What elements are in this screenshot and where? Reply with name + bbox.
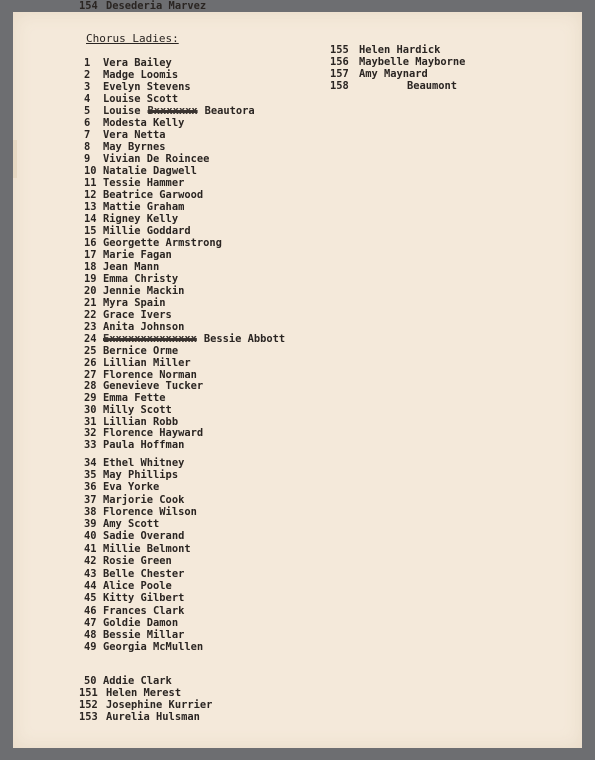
left-list-item [84, 439, 184, 452]
entry-number: 8 [84, 141, 91, 153]
entry-number: 39 [84, 518, 97, 530]
entry-name: Millie Goddard [103, 225, 191, 237]
entry-name: Vivian De Roincee [103, 153, 210, 165]
entry-name: May Phillips [103, 469, 179, 481]
entry-number: 5 [84, 105, 91, 117]
entry-name: Marie Fagan [103, 249, 172, 261]
entry-name: Addie Clark [103, 675, 172, 687]
entry-name: Beaumont [407, 80, 458, 92]
entry-name-correction: Bessie Abbott [203, 333, 286, 345]
entry-number: 19 [84, 273, 97, 285]
entry-number: 3 [84, 81, 91, 93]
entry-number: 11 [84, 177, 97, 189]
entry-name: Emma Fette [103, 392, 166, 404]
left-list-item [84, 555, 172, 568]
entry-name: Georgette Armstrong [103, 237, 222, 249]
entry-name: Madge Loomis [103, 69, 179, 81]
entry-number: 13 [84, 201, 97, 213]
entry-name: Maybelle Mayborne [359, 56, 466, 68]
entry-name: Anita Johnson [103, 321, 185, 333]
entry-name: Natalie Dagwell [103, 165, 197, 177]
entry-name: Emma Christy [103, 273, 179, 285]
left-list-item [84, 530, 184, 543]
entry-name: Ethel Whitney [103, 457, 185, 469]
entry-number: 10 [84, 165, 97, 177]
entry-name: Eva Yorke [103, 481, 160, 493]
entry-name: Georgia McMullen [103, 641, 204, 653]
entry-name: Lillian Miller [103, 357, 191, 369]
entry-number: 27 [84, 369, 97, 381]
entry-name: Jean Mann [103, 261, 160, 273]
entry-number: 7 [84, 129, 91, 141]
entry-name: Marjorie Cook [103, 494, 185, 506]
entry-number: 28 [84, 380, 97, 392]
entry-name: Florence Hayward [103, 427, 204, 439]
entry-number: 42 [84, 555, 97, 567]
struck-out-text: Exxxxxxxxxxxxxx [103, 333, 197, 345]
entry-number: 26 [84, 357, 97, 369]
entry-name: Amy Maynard [359, 68, 428, 80]
right-list-item [330, 80, 457, 93]
entry-name: Rosie Green [103, 555, 172, 567]
entry-name: May Byrnes [103, 141, 166, 153]
entry-name: Frances Clark [103, 605, 185, 617]
entry-number: 18 [84, 261, 97, 273]
entry-number: 25 [84, 345, 97, 357]
entry-number: 47 [84, 617, 97, 629]
entry-name: Myra Spain [103, 297, 166, 309]
entry-number: 151 [79, 687, 98, 699]
entry-number: 154 [79, 0, 98, 12]
entry-number: 48 [84, 629, 97, 641]
entry-name: Grace Ivers [103, 309, 172, 321]
entry-name-correction: Beautora [204, 105, 255, 117]
left-list-item [84, 641, 203, 654]
entry-name: Helen Hardick [359, 44, 441, 56]
entry-name: Desederia Marvez [106, 0, 207, 12]
entry-number: 34 [84, 457, 97, 469]
entry-number: 31 [84, 416, 97, 428]
page-title: Chorus Ladies: [86, 32, 179, 45]
left-list-item [79, 0, 206, 13]
entry-name: Bernice Orme [103, 345, 179, 357]
entry-name: Helen Merest [106, 687, 182, 699]
entry-name: Jennie Mackin [103, 285, 185, 297]
entry-number: 40 [84, 530, 97, 542]
entry-number: 12 [84, 189, 97, 201]
struck-out-text: Bxxxxxxx [147, 105, 198, 117]
entry-name: Sadie Overand [103, 530, 185, 542]
entry-name: Kitty Gilbert [103, 592, 185, 604]
entry-number: 21 [84, 297, 97, 309]
entry-number: 157 [330, 68, 349, 80]
entry-number: 158 [330, 80, 349, 92]
entry-name: Belle Chester [103, 568, 185, 580]
entry-number: 44 [84, 580, 97, 592]
left-list-item [79, 711, 200, 724]
entry-number: 38 [84, 506, 97, 518]
entry-number: 37 [84, 494, 97, 506]
entry-name: Evelyn Stevens [103, 81, 191, 93]
entry-number: 17 [84, 249, 97, 261]
entry-name: Lillian Robb [103, 416, 179, 428]
entry-number: 152 [79, 699, 98, 711]
entry-number: 6 [84, 117, 91, 129]
entry-number: 36 [84, 481, 97, 493]
entry-number: 35 [84, 469, 97, 481]
entry-number: 45 [84, 592, 97, 604]
entry-name: Josephine Kurrier [106, 699, 213, 711]
entry-name: Millie Belmont [103, 543, 191, 555]
entry-name: Louise [103, 105, 141, 117]
entry-number: 22 [84, 309, 97, 321]
entry-number: 2 [84, 69, 91, 81]
entry-number: 29 [84, 392, 97, 404]
entry-name: Amy Scott [103, 518, 160, 530]
entry-number: 33 [84, 439, 97, 451]
entry-number: 23 [84, 321, 97, 333]
entry-number: 43 [84, 568, 97, 580]
entry-name: Alice Poole [103, 580, 172, 592]
entry-number: 50 [84, 675, 97, 687]
entry-number: 1 [84, 57, 91, 69]
entry-name: Modesta Kelly [103, 117, 185, 129]
entry-name: Louise Scott [103, 93, 179, 105]
entry-number: 32 [84, 427, 97, 439]
entry-name: Tessie Hammer [103, 177, 185, 189]
entry-name: Beatrice Garwood [103, 189, 204, 201]
entry-name: Goldie Damon [103, 617, 179, 629]
entry-number: 20 [84, 285, 97, 297]
left-list-item [84, 592, 184, 605]
entry-name: Florence Wilson [103, 506, 197, 518]
entry-name: Vera Bailey [103, 57, 172, 69]
entry-number: 41 [84, 543, 97, 555]
entry-number: 30 [84, 404, 97, 416]
entry-number: 155 [330, 44, 349, 56]
left-list-item [84, 481, 159, 494]
entry-number: 15 [84, 225, 97, 237]
page-edge-tear [13, 140, 17, 178]
entry-name: Mattie Graham [103, 201, 185, 213]
entry-number: 46 [84, 605, 97, 617]
entry-name: Genevieve Tucker [103, 380, 204, 392]
entry-name: Bessie Millar [103, 629, 185, 641]
entry-number: 4 [84, 93, 91, 105]
entry-name: Aurelia Hulsman [106, 711, 200, 723]
entry-number: 16 [84, 237, 97, 249]
entry-name: Vera Netta [103, 129, 166, 141]
entry-number: 24 [84, 333, 97, 345]
entry-number: 9 [84, 153, 91, 165]
entry-name: Rigney Kelly [103, 213, 179, 225]
entry-number: 14 [84, 213, 97, 225]
entry-number: 49 [84, 641, 97, 653]
entry-name: Milly Scott [103, 404, 172, 416]
entry-name: Paula Hoffman [103, 439, 185, 451]
entry-number: 153 [79, 711, 98, 723]
entry-name: Florence Norman [103, 369, 197, 381]
entry-number: 156 [330, 56, 349, 68]
